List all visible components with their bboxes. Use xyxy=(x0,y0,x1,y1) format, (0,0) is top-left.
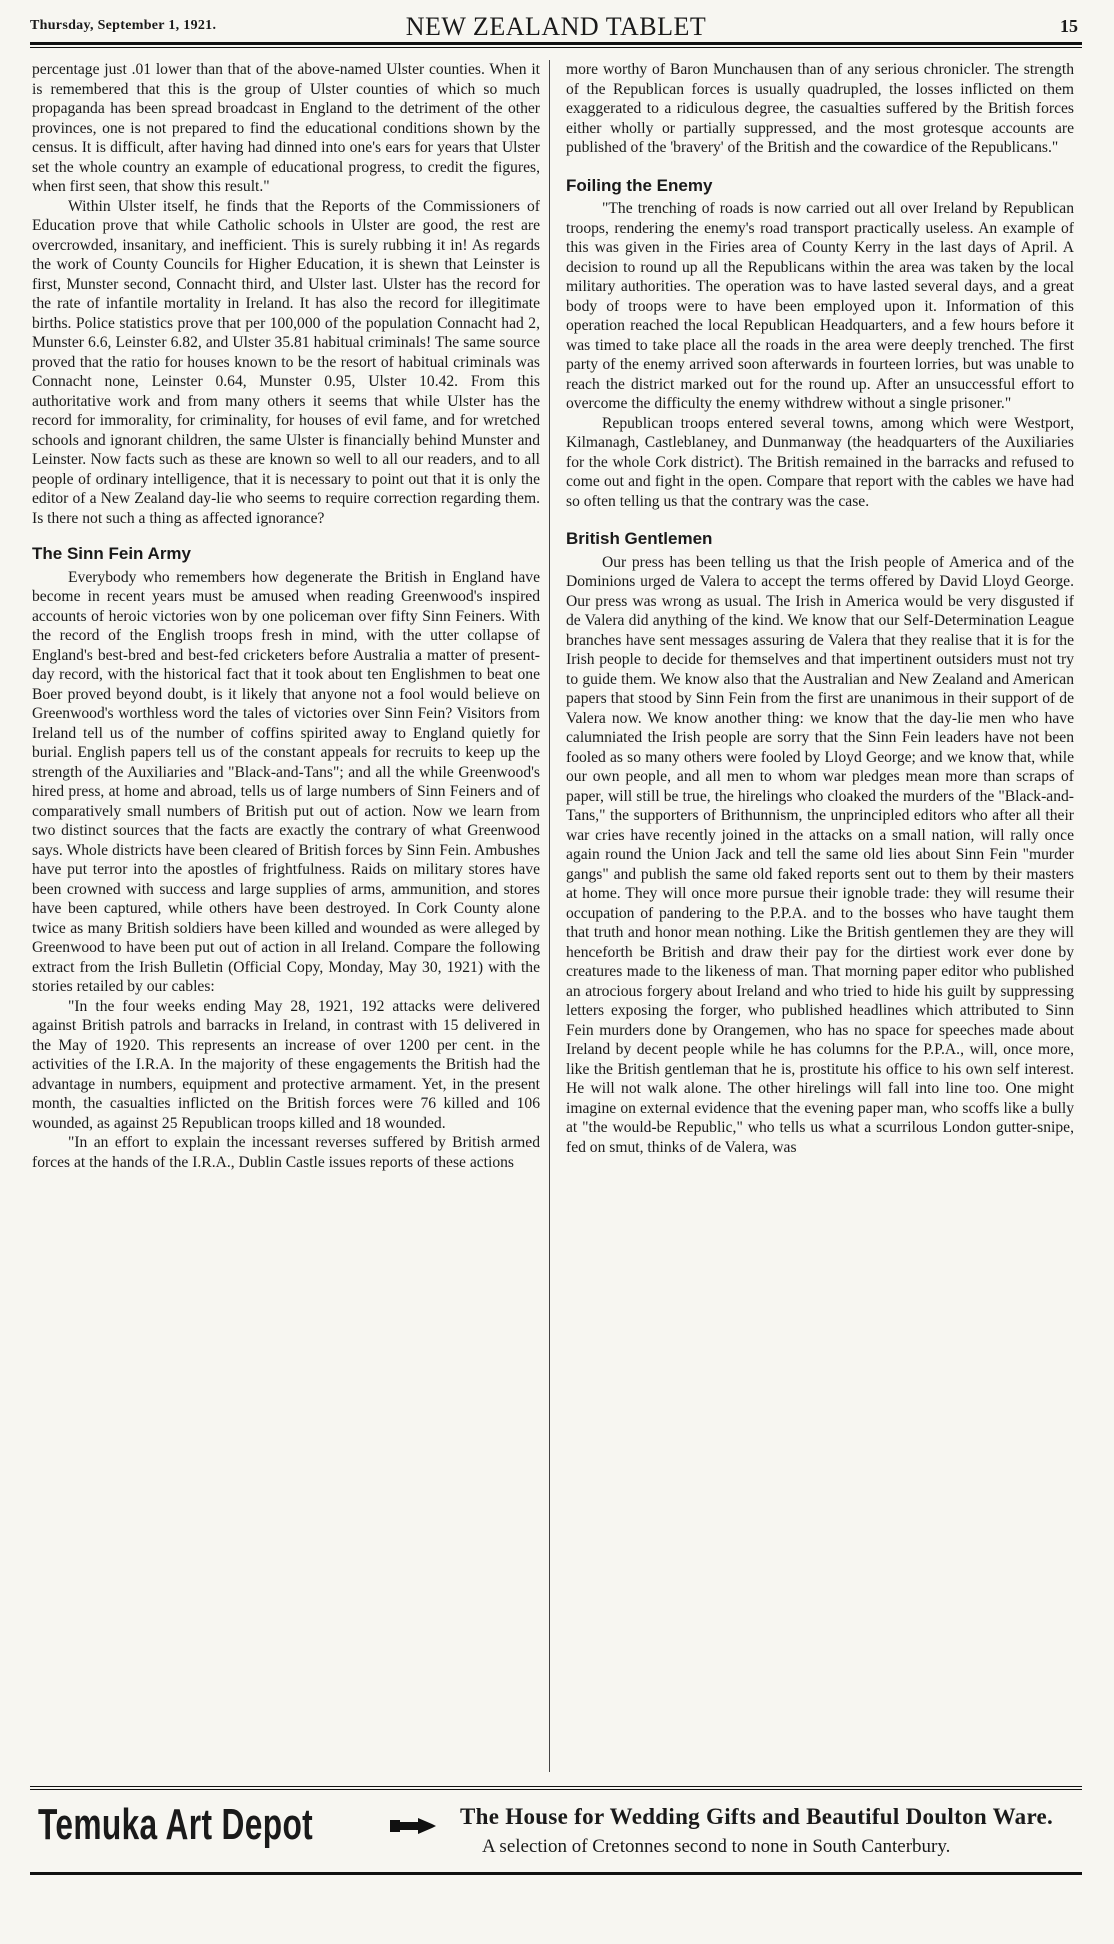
advertisement xyxy=(30,1786,1082,1875)
right-column xyxy=(566,60,1074,1772)
issue-date: Thursday, September 1, 1921. xyxy=(30,18,217,33)
advertiser-name: Temuka Art Depot xyxy=(38,1800,314,1849)
pointing-hand-icon xyxy=(388,1814,438,1838)
newspaper-title: NEW ZEALAND TABLET xyxy=(405,12,707,41)
paragraph: Within Ulster itself, he finds that the Reports of the Commissioners of Education prove that while Catholic schools in Ulster are good, the rest are overcrowded, insanitary, and inefficient. This is surely rubbing it in! As regards the work of County Councils for Higher Education, it is shewn that Leinster is first, Munster second, Connacht third, and Ulster last. Ulster has the record for the rate of infantile mortality in Ireland. It has also the record for illegitimate births. Police statistics prove that per 100,000 of the population Connacht had 2, Munster 6.6, Leinster 6.82, and Ulster 35.81 habitual criminals! The same source proved that the ratio for houses known to be the resort of habitual criminals was Connacht none, Leinster 0.64, Munster 0.95, Ulster 10.42. From this authoritative work and from many others it seems that while Ulster has the record for immorality, for criminality, for houses of evil fame, and for wretched schools and ignorant children, the same Ulster is financially behind Munster and Leinster. Now facts such as these are known so well to all our readers, and to all people of ordinary intelligence, that it is necessary to point out that it is only the editor of a New Zealand day-lie who seems to require correction regarding them. Is there not such a thing as affected ignorance? xyxy=(32,197,540,527)
paragraph: more worthy of Baron Munchausen than of any serious chronicler. The strength of the Republican forces is usually quadrupled, the losses inflicted on them exaggerated to a ridiculous degree, the casualties suffered by the British forces either wholly or partially suppressed, and the most grotesque accounts are published of the 'bravery' of the British and the cowardice of the Republicans." xyxy=(566,61,1074,156)
paragraph: percentage just .01 lower than that of the above-named Ulster counties. When it is remembered that this is the group of Ulster counties of which so much propaganda has been spread broadcast in England to the detriment of the other provinces, one is not prepared to find the educational conditions shown by the census. It is difficult, after having had dinned into one's ears for years that Ulster set the whole country an example of educational progress, to credit the figures, when first seen, that show this result." xyxy=(32,61,540,195)
header-rule xyxy=(30,47,1082,48)
paragraph: Our press has been telling us that the Irish people of America and of the Dominions urged de Valera to accept the terms offered by David Lloyd George. Our press was wrong as usual. The Irish in America would be very disgusted if de Valera did anything of the kind. We know that our Self-Determination League branches have sent messages assuring de Valera that they realise that it is for the Irish people to decide for themselves and that impertinent outsiders must not try to guide them. We know also that the Australian and New Zealand and American papers that stood by Sinn Fein from the first are unanimous in their support of de Valera now. We know another thing: we know that the day-lie men who have calumniated the Irish people are sorry that the Sinn Fein leaders have not been fooled as so many others were fooled by Lloyd George; and we know that, while our own people, and all men to whom war pledges mean more than scraps of paper, will still be true, the hirelings who cloaked the murders of the "Black-and-Tans," the supporters of Brithunnism, the unprincipled editors who after all their war cries have recently joined in the attacks on a small nation, will rally once again round the Union Jack and tell the same old lies about Sinn Fein "murder gangs" and publish the same old faked reports sent out to them by their masters at home. They will once more pursue their ignoble trade: they will resume their occupation of pandering to the P.P.A. and to the bosses who have taught them that truth and honor mean nothing. Like the British gentlemen they are they will henceforth be British and draw their pay for the dirtiest work ever done by creatures made to the likeness of man. That morning paper editor who published an atrocious forgery about Ireland and who tried to hide his guilt by suppressing letters exposing the forger, who published headlines which attributed to Sinn Fein murders done by Orangemen, who has no space for speeches made about Ireland by decent people while he has columns for the P.P.A., will, once more, like the British gentleman that he is, prostitute his office to his own self interest. He will not walk alone. The other hirelings will fall into line too. One might imagine on external evidence that the evening paper man, who scoffs like a bully at "the would-be Republic," who tells us what a scurrilous London gutter-snipe, fed on smut, thinks of de Valera, was xyxy=(566,553,1074,1156)
paragraph: "In an effort to explain the incessant reverses suffered by British armed forces at the hands of the I.R.A., Dublin Castle issues reports of these actions xyxy=(32,1134,540,1171)
paragraph: "In the four weeks ending May 28, 1921, 192 attacks were delivered against British patrols and barracks in Ireland, in contrast with 15 delivered in the May of 1920. This represents an increase of over 1200 per cent. in the activities of the I.R.A. In the majority of these engagements the British had the advantage in numbers, equipment and protective armament. Yet, in the present month, the casualties inflicted on the British forces were 76 killed and 106 wounded, as against 25 Republican troops killed and 18 wounded. xyxy=(32,997,540,1132)
paragraph: Republican troops entered several towns, among which were Westport, Kilmanagh, Castleblaney, and Dunmanway (the headquarters of the Auxiliaries for the whole Cork district). The British remained in the barracks and refused to come out and fight in the open. Compare that report with the cables we have had so often telling us that the contrary was the case. xyxy=(566,414,1074,510)
advert-headline: The House for Wedding Gifts and Beautiful Doulton Ware. xyxy=(460,1804,1054,1829)
section-heading: The Sinn Fein Army xyxy=(32,544,192,563)
page-number: 15 xyxy=(1060,16,1078,36)
masthead xyxy=(30,8,1082,45)
advert-subline: A selection of Cretonnes second to none in South Canterbury. xyxy=(482,1836,951,1857)
paragraph: "The trenching of roads is now carried out all over Ireland by Republican troops, rendering the enemy's road transport practically useless. An example of this was given in the Firies area of County Kerry in the last days of April. A decision to round up all the Republicans within the area was taken by the local military authorities. The operation was to have lasted several days, and a great body of troops were to have been employed upon it. Information of this operation reached the local Republican Headquarters, and a few hours before it was timed to take place all the roads in the area were deeply trenched. The first party of the enemy arrived soon afterwards in fourteen lorries, but was unable to reach the district marked out for the round up. After an unsuccessful effort to overcome the difficulty the enemy withdrew without a single prisoner." xyxy=(566,200,1074,412)
column-divider xyxy=(549,60,550,1772)
left-column xyxy=(32,60,540,1772)
section-heading: Foiling the Enemy xyxy=(566,175,713,195)
paragraph: Everybody who remembers how degenerate the British in England have become in recent years must be amused when reading Greenwood's inspired accounts of heroic victories won by one policeman over fifty Sinn Feiners. With the record of the English troops fresh in mind, with the utter collapse of England's best-bred and best-fed cricketers before Australia a matter of present-day record, with the historical fact that it took about ten Englishmen to beat one Boer proved beyond doubt, is it likely that anyone not a fool would believe on Greenwood's worthless word the tales of victories over Sinn Fein? Visitors from Ireland tell us of the number of coffins spirited away to England quietly for burial. English papers tell us of the constant appeals for recruits to keep up the strength of the Auxiliaries and "Black-and-Tans"; and all the while Greenwood's hired press, at home and abroad, tells us of large numbers of Sinn Feiners and of comparatively small numbers of British put out of action. Now we learn from two distinct sources that the facts are exactly the contrary of what Greenwood says. Whole districts have been cleared of British forces by Sinn Fein. Ambushes have put terror into the apostles of frightfulness. Raids on military stores have been crowned with success and large supplies of arms, ammunition, and stores have been captured, while others have been destroyed. In Cork County alone twice as many British soldiers have been killed and wounded as were alleged by Greenwood to have been put out of action in all Ireland. Compare the following extract from the Irish Bulletin (Official Copy, Monday, May 30, 1921) with the stories retailed by our cables: xyxy=(32,568,540,995)
section-heading: British Gentlemen xyxy=(566,529,713,548)
